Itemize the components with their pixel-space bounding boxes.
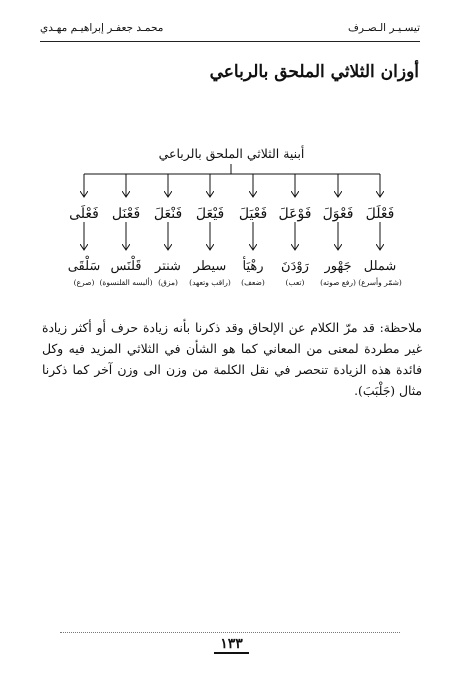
pattern-label: فَعْلَى (69, 206, 99, 222)
example-word: سَلْقَى (67, 259, 101, 274)
example-word: شملل (363, 259, 397, 274)
note-paragraph: ملاحظة: قد مرّ الكلام عن الإلحاق وقد ذكرنا بأنه زيادة حرف أو أكثر زيادة غير مطردة لمعنى من المعاني كما هو الشأن في الثلاثي المزيد فيه وكل فائدة هذه الزيادة تنحصر في نقل الكلمة من وزن الى وزن آخر كما ذكرنا مثال (جَلْبَبَ). (42, 321, 422, 398)
example-meaning: (تعب) (285, 278, 305, 287)
page-number-text: ١٣٣ (214, 636, 249, 654)
diagram-title: أبنية الثلاثي الملحق بالرباعي (158, 146, 305, 161)
example-meaning: (رفع صوته) (320, 278, 356, 287)
pattern-label: فَوْعَلَ (278, 206, 312, 222)
example-meaning: (شمّر وأسرع) (358, 278, 402, 287)
pattern-label: فَعْلَلَ (365, 206, 395, 222)
example-word: رَوْدَنَ (281, 259, 309, 274)
author-name: محمـد جعفـر إبراهيـم مهـدي (40, 22, 164, 34)
example-meaning: (ضعف) (241, 278, 265, 287)
example-meaning: (مزق) (158, 278, 178, 287)
example-meaning: (صرع) (73, 278, 95, 287)
pattern-label: فَعْنَل (111, 206, 141, 222)
section-title: أوزان الثلاثي الملحق بالرباعي (209, 62, 419, 82)
pattern-label: فَعْيَلَ (238, 206, 268, 222)
pattern-label: فَيْعَلَ (195, 206, 225, 222)
example-word: قَلْنَس (110, 259, 142, 274)
example-meaning: (ألبسه القلنسوة) (99, 278, 153, 287)
example-word: سيطر (193, 259, 227, 274)
example-word: شنتر (155, 259, 181, 274)
example-meaning: (راقب وتعهد) (189, 278, 231, 287)
footer-rule (60, 632, 400, 633)
example-word: رهْيَأ (242, 259, 264, 274)
pattern-label: فَعْوَلَ (322, 206, 354, 222)
pattern-label: فَنْعَلَ (153, 206, 183, 222)
book-title: تيسـيـر الـصـرف (348, 22, 420, 34)
example-word: جَهْور (324, 259, 352, 274)
page-number (0, 636, 463, 652)
